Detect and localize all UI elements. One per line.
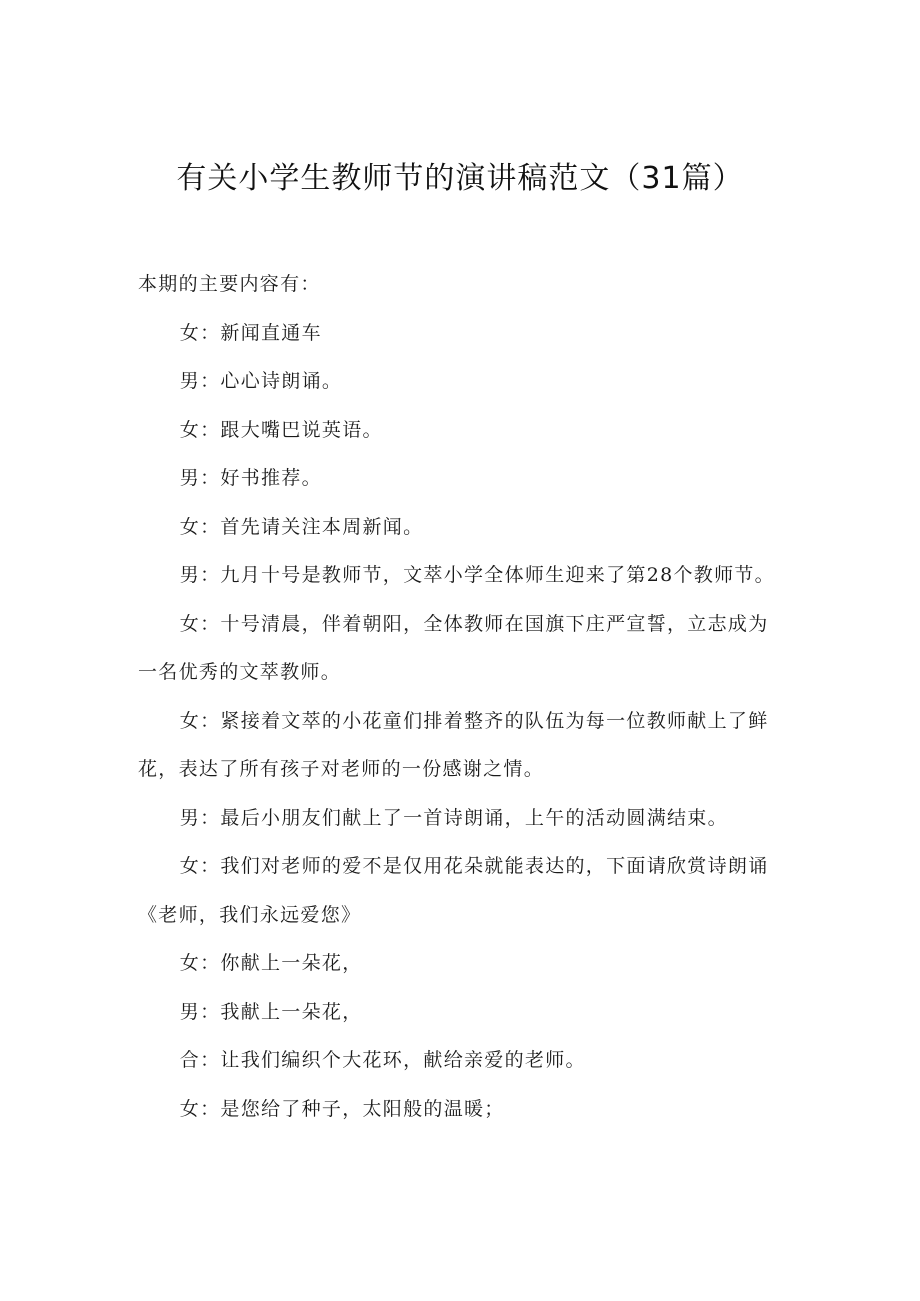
paragraph: 女：我们对老师的爱不是仅用花朵就能表达的，下面请欣赏诗朗诵《老师，我们永远爱您》 (138, 855, 769, 926)
paragraph: 男：九月十号是教师节，文萃小学全体师生迎来了第28个教师节。 (179, 564, 775, 586)
paragraph: 男：好书推荐。 (179, 467, 322, 489)
paragraph: 男：最后小朋友们献上了一首诗朗诵，上午的活动圆满结束。 (179, 806, 728, 829)
paragraph: 女：你献上一朵花， (179, 952, 363, 974)
paragraph: 男：心心诗朗诵。 (179, 370, 343, 392)
paragraph: 女：新闻直通车 (179, 321, 322, 344)
paragraph: 女：十号清晨，伴着朝阳，全体教师在国旗下庄严宣誓，立志成为一名优秀的文萃教师。 (138, 612, 769, 683)
paragraph: 女：是您给了种子，太阳般的温暖； (179, 1097, 505, 1120)
paragraph: 女：跟大嘴巴说英语。 (179, 418, 383, 441)
document-body (138, 260, 786, 1133)
intro-line: 本期的主要内容有： (138, 273, 321, 295)
paragraph: 女：紧接着文萃的小花童们排着整齐的队伍为每一位教师献上了鲜花，表达了所有孩子对老师的一份感谢之情。 (138, 709, 769, 780)
paragraph: 男：我献上一朵花， (179, 1000, 363, 1023)
paragraph: 合：让我们编织个大花环，献给亲爱的老师。 (179, 1049, 586, 1071)
document-title: 有关小学生教师节的演讲稿范文（31篇） (176, 161, 744, 196)
paragraph: 女：首先请关注本周新闻。 (179, 515, 424, 538)
